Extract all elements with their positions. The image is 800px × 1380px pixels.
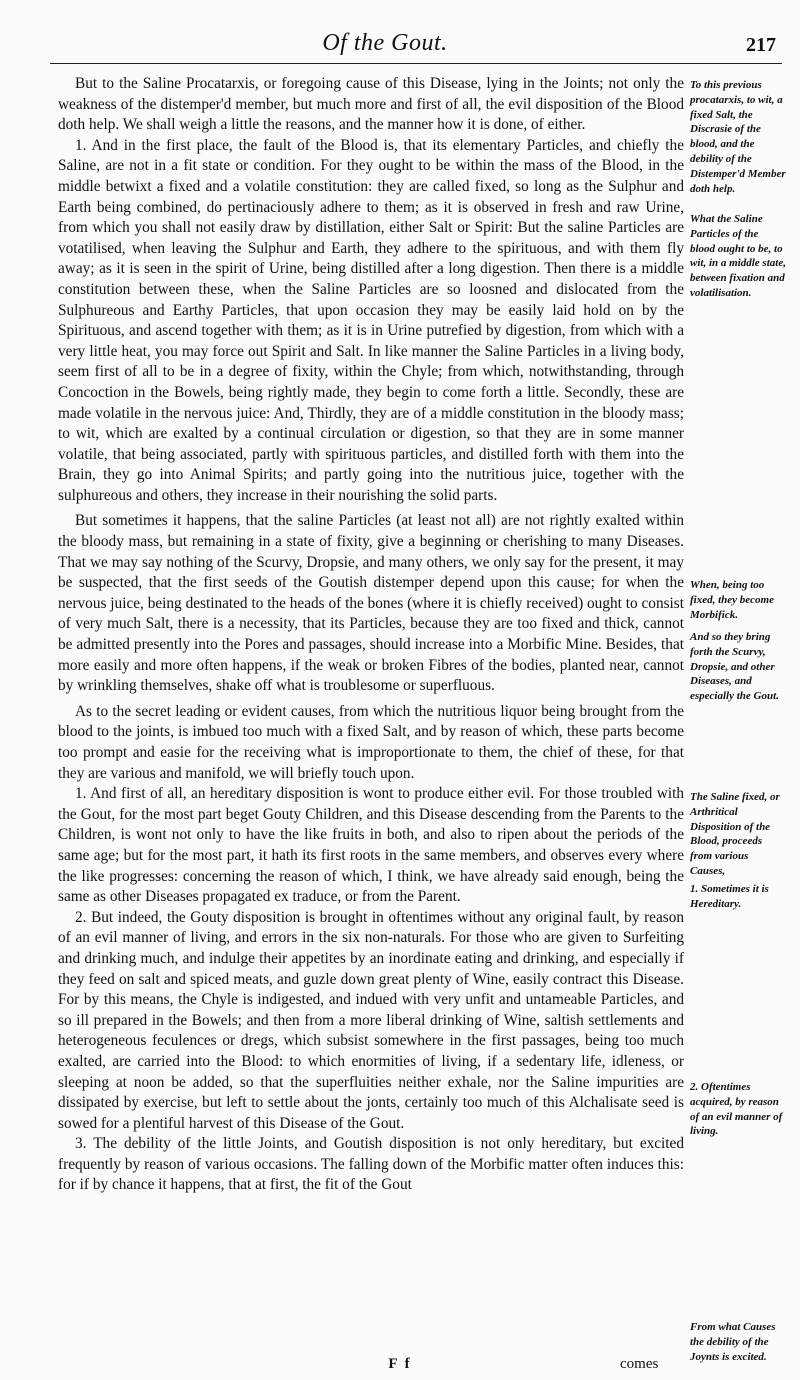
margin-note-3: When, being too fixed, they become Morbifick. xyxy=(690,579,774,621)
margin-note-7: 2. Oftentimes acquired, by reason of an evil manner of living. xyxy=(690,1081,783,1138)
margin-note-4: And so they bring forth the Scurvy, Dropsie, and other Diseases, and especially the Gout. xyxy=(690,631,779,703)
margin-note-1: To this previous procatarxis, to wit, a fixed Salt, the Discrasie of the blood, and the debility of the Distemper'd Member doth help. xyxy=(690,79,786,195)
main-text xyxy=(58,74,684,1196)
paragraph-3: But sometimes it happens, that the saline Particles (at least not all) are not rightly exalted within the bloody mass, but remaining in a state of fixity, give a beginning or cherishing to many Diseases. That we may say nothing of the Scurvy, Dropsie, and many others, we only say for the present, it may be suspected, that the first seeds of the Goutish distemper depend upon this cause; for when the nervous juice, being destinated to the heads of the bones (where it is chiefly received) ought to consist of very much Salt, there is a necessity, that its Particles, because they are too fixed and thick, cannot be admitted presently into the Pores and passages, should increase into a Morbific Mine. Besides, that more easily and more often happens, if the weak or broken Fibres of the bodies, planted near, cannot by wrinkling themselves, shake off what is troublesome or superfluous. xyxy=(58,512,684,695)
catchword: comes xyxy=(620,1356,659,1372)
paragraph-6: 2. But indeed, the Gouty disposition is brought in oftentimes without any original fault, by reason of an evil manner of living, and errors in the six non-naturals. For those who are given to Surfeiting and drinking much, and indulge their appetites by an inordinate eating and drinking, and especially if they feed on salt and spiced meats, and guzle down great plenty of Wine, easily contract this Disease. For by this means, the Chyle is indigested, and indued with very unfit and untameable Particles, and so ill prepared in the Bowels; and then from a more liberal drinking of Wine, saltish settlements and heterogeneous feculences or dregs, which subsist somewhere in the first passages, being too much exalted, are carried into the Blood: to which enormities of living, if a sedentary life, idleness, or sleeping at noon be added, so that the superfluities neither exhale, nor the Saline impurities are dissipated by exercise, but left to settle about the jonts, certainly too much of this Alchalisate seed is sowed for a plentiful harvest of this Disease of the Gout. xyxy=(58,908,684,1132)
margin-note-6: 1. Sometimes it is Hereditary. xyxy=(690,883,769,910)
margin-note-2: What the Saline Particles of the blood ought to be, to wit, in a middle state, between fixation and volatilisation. xyxy=(690,213,786,299)
page-number: 217 xyxy=(746,34,776,56)
signature-mark: F f xyxy=(388,1356,412,1372)
margin-note-8: From what Causes the debility of the Joynts is excited. xyxy=(690,1321,776,1363)
page-title: Of the Gout. xyxy=(322,30,448,56)
header-rule xyxy=(50,63,782,64)
margin-note-5: The Saline fixed, or Arthritical Disposition of the Blood, proceeds from various Causes, xyxy=(690,791,780,877)
paragraph-7: 3. The debility of the little Joints, and Goutish disposition is not only hereditary, but excited frequently by reason of various occasions. The falling down of the Morbific matter often induces this: for if by chance it happens, that at first, the fit of the Gout xyxy=(58,1135,684,1194)
running-header xyxy=(50,28,780,68)
paragraph-4: As to the secret leading or evident causes, from which the nutritious liquor being brought from the blood to the joints, is imbued too much with a fixed Salt, and by reason of which, these parts become too prompt and easie for the receiving what is improportionate to them, the chief of these, for that they are various and manifold, we will briefly touch upon. xyxy=(58,702,684,782)
paragraph-5: 1. And first of all, an hereditary disposition is wont to produce either evil. For those troubled with the Gout, for the most part beget Gouty Children, and this Disease descending from the Parents to the Children, is wont not only to have the like fruits in both, and also to ripen about the periods of the same age; but for the most part, it hath its first roots in the same members, and observes every where the like progresses: concerning the reason of which, I think, we have already said enough, being the same as other Diseases propagated ex traduce, or from the Parent. xyxy=(58,785,684,906)
paragraph-1: But to the Saline Procatarxis, or foregoing cause of this Disease, lying in the Joints; not only the weakness of the distemper'd member, but much more and first of all, the evil disposition of the Blood doth help. We shall weigh a little the reasons, and the manner how it is done, of either. xyxy=(58,75,684,134)
paragraph-2: 1. And in the first place, the fault of the Blood is, that its elementary Particles, and chiefly the Saline, are not in a fit state or condition. For they ought to be within the mass of the Blood, in the middle betwixt a fixed and a volatile constitution: they are called fixed, so long as the Sulphur and Earth being combined, do pertinaciously adhere to them; as it is observed in fresh and raw Urine, from which you shall not easily draw by distillation, either Salt or Spirit: But the saline Particles are votatilised, when leaving the Sulphur and Earth, they adhere to the spirituous, and with them fly away; as it is seen in the spirit of Urine, being distilled after a long digestion. Then there is a middle constitution between these, when the Saline Particles are so loosned and dislocated from the Sulphureous and Earthy Particles, that upon occasion they may be easily laid hold on by the Spirituous, and ascend together with them; as it is in Urine putrefied by digestion, from which with a very little heat, you may force out Spirit and Salt. In like manner the Saline Particles in a living body, seem first of all to be in a degree of fixity, within the Chyle; from which, notwithstanding, through Concoction in the Bowels, being rightly made, they begin to come forth a little. Secondly, these are made volatile in the nervous juice: And, Thirdly, they are of a middle constitution in the bloody mass; to wit, which are exalted by a continual circulation or digestion, so that they are in some manner volatile, that being associated, partly with spirituous particles, and distilled forth with them into the Brain, they go into Animal Spirits; and partly going into the nutritious juice, together with the sulphureous and others, they increase in their nourishing the solid parts. xyxy=(58,136,684,504)
